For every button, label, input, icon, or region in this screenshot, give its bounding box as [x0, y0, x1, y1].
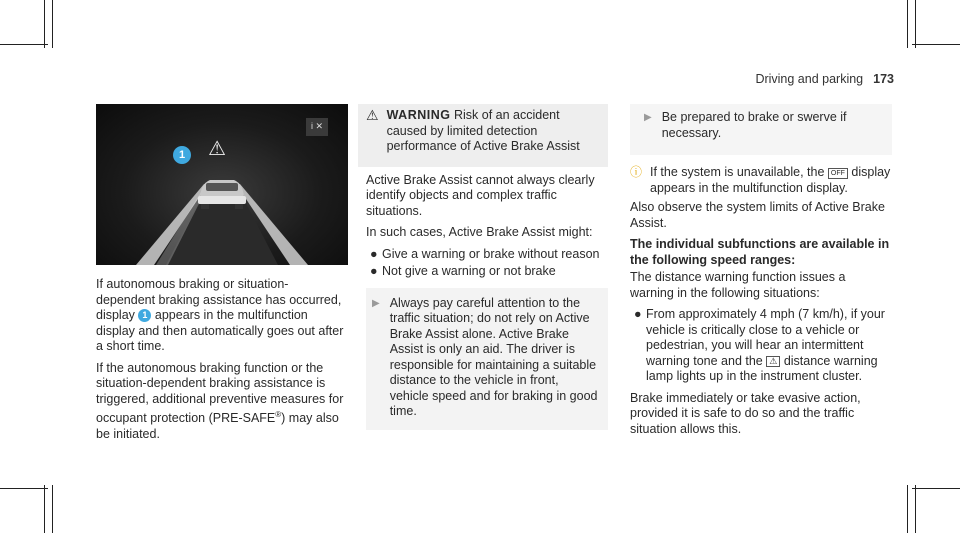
- page-number: 173: [873, 72, 894, 86]
- vehicle-icon: [192, 170, 252, 210]
- bullet-list: [366, 247, 600, 280]
- bullet-list: [630, 307, 892, 385]
- note-text: Be prepared to brake or swerve if necessary.: [661, 110, 847, 140]
- play-arrow-icon: ▶: [644, 112, 652, 123]
- multifunction-display-image: [96, 104, 348, 265]
- play-arrow-icon: ▶: [372, 297, 380, 309]
- crop-mark: [912, 488, 960, 489]
- display-top-icons: i ✕: [306, 118, 328, 136]
- crop-mark: [907, 0, 908, 48]
- section-title: Driving and parking: [755, 72, 864, 86]
- paragraph: In such cases, Active Brake Assist might:: [366, 225, 593, 239]
- crop-mark: [0, 44, 48, 45]
- registered-mark: ®: [275, 410, 282, 419]
- page-header: [755, 72, 894, 86]
- warning-triangle-icon: ⚠: [366, 107, 379, 123]
- note-box: [366, 288, 608, 430]
- paragraph: If autonomous braking or situation-dependent braking assistance has occurred, display 1 appears in the multifunction display and then automatically goes out after a short time.: [96, 277, 344, 353]
- crop-mark: [0, 488, 48, 489]
- warning-text: Risk of an accident caused by limited detection performance of Active Brake Assist: [386, 108, 580, 153]
- crop-mark: [912, 44, 960, 45]
- paragraph: Brake immediately or take evasive action, provided it is safe to do so and the traffic situation allows this.: [630, 390, 861, 436]
- crop-mark: [52, 485, 53, 533]
- list-item: ● From approximately 4 mph (7 km/h), if your vehicle is critically close to a vehicle or pedestrian, you will hear an intermittent warning tone and the ⚠ distance warning lamp lights up in the instrument cluster.: [634, 307, 885, 383]
- crop-mark: [915, 0, 916, 48]
- note-box-continued: [630, 104, 892, 155]
- paragraph: Active Brake Assist cannot always clearly identify objects and complex traffic situations.: [366, 172, 595, 218]
- warning-box: [358, 104, 608, 167]
- column-2: [358, 104, 608, 430]
- section-heading: The individual subfunctions are available in the following speed ranges:: [630, 237, 890, 267]
- warning-header: [366, 108, 600, 155]
- crop-mark: [52, 0, 53, 48]
- column-3: [630, 104, 892, 443]
- warning-triangle-icon: ⚠: [208, 138, 226, 160]
- distance-warning-lamp-icon: ⚠: [766, 356, 780, 367]
- info-note: ⓘ If the system is unavailable, the OFF display appears in the multifunction display.: [630, 165, 891, 195]
- list-item: ● Not give a warning or not brake: [370, 264, 556, 278]
- callout-badge-icon: 1: [173, 146, 191, 164]
- crop-mark: [907, 485, 908, 533]
- warning-label: WARNING: [386, 108, 451, 122]
- paragraph: The distance warning function issues a warning in the following situations:: [630, 270, 846, 300]
- crop-mark: [44, 485, 45, 533]
- callout-badge-icon: 1: [138, 309, 151, 322]
- system-off-icon: OFF: [828, 168, 848, 179]
- column-1: [96, 104, 346, 448]
- paragraph: If the autonomous braking function or the situation-dependent braking assistance is triggered, additional preventive measures for occupant protection (PRE-SAFE®) may also be initiated.: [96, 360, 344, 441]
- crop-mark: [44, 0, 45, 48]
- list-item: ● Give a warning or brake without reason: [370, 246, 600, 261]
- info-icon: ⓘ: [630, 165, 643, 179]
- note-text: Always pay careful attention to the traffic situation; do not rely on Active Brake Assist alone. Active Brake Assist is only an aid. The driver is responsible for maintaining a suitable distance to the vehicle in front, vehicle speed and for braking in good time.: [389, 295, 598, 418]
- paragraph: Also observe the system limits of Active Brake Assist.: [630, 200, 885, 230]
- crop-mark: [915, 485, 916, 533]
